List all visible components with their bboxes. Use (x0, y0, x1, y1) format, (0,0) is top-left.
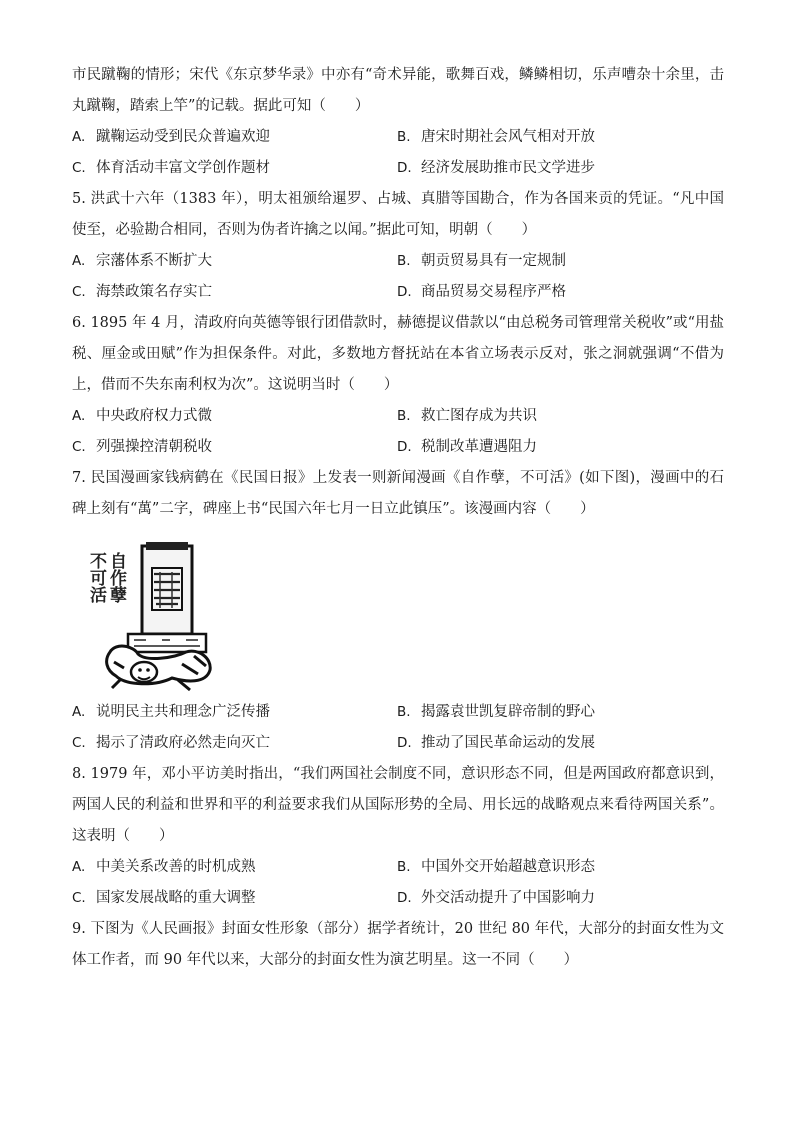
option-7d[interactable]: D. 推动了国民革命运动的发展 (397, 735, 595, 751)
question-6-stem: 6. 1895 年 4 月，清政府向英德等银行团借款时，赫德提议借款以“由总税务司管理常关税收”或“用盐税、厘金或田赋”作为担保条件。对此，多数地方督抚站在本省立场表示反对，张之洞就强调“不借为上，借而不失东南利权为次”。这说明当时（ ） (72, 315, 724, 393)
cartoon-image (86, 534, 226, 694)
cartoon-caption-right: 自作孽 (106, 552, 126, 603)
option-8a[interactable]: A. 中美关系改善的时机成熟 (72, 859, 256, 875)
question-8-stem: 8. 1979 年，邓小平访美时指出，“我们两国社会制度不同，意识形态不同，但是两国政府都意识到，两国人民的利益和世界和平的利益要求我们从国际形势的全局、用长远的战略观点来看待两国关系”。这表明（ ） (72, 766, 724, 844)
option-4a[interactable]: A. 蹴鞠运动受到民众普遍欢迎 (72, 129, 270, 145)
option-5b[interactable]: B. 朝贡贸易具有一定规制 (397, 253, 566, 269)
option-6c[interactable]: C. 列强操控清朝税收 (72, 439, 212, 455)
question-7-stem: 7. 民国漫画家钱病鹤在《民国日报》上发表一则新闻漫画《自作孽，不可活》(如下图)，漫画中的石碑上刻有“萬”二字，碑座上书“民国六年七月一日立此镇压”。该漫画内容（ ） (72, 470, 724, 517)
question-8-options (72, 852, 724, 914)
question-5-options (72, 246, 724, 308)
question-4-stem: 市民蹴鞠的情形；宋代《东京梦华录》中亦有“奇术异能，歌舞百戏，鳞鳞相切，乐声嘈杂十余里，击丸蹴鞠，踏索上竿”的记载。据此可知（ ） (72, 67, 724, 114)
option-7c[interactable]: C. 揭示了清政府必然走向灭亡 (72, 735, 270, 751)
cartoon-caption-left: 不可活 (86, 552, 106, 603)
option-8c[interactable]: C. 国家发展战略的重大调整 (72, 890, 256, 906)
option-6a[interactable]: A. 中央政府权力式微 (72, 408, 212, 424)
option-5a[interactable]: A. 宗藩体系不断扩大 (72, 253, 212, 269)
option-5d[interactable]: D. 商品贸易交易程序严格 (397, 284, 566, 300)
option-4d[interactable]: D. 经济发展助推市民文学进步 (397, 160, 595, 176)
option-4b[interactable]: B. 唐宋时期社会风气相对开放 (397, 129, 595, 145)
option-7a[interactable]: A. 说明民主共和理念广泛传播 (72, 704, 270, 720)
option-6d[interactable]: D. 税制改革遭遇阻力 (397, 439, 537, 455)
question-4-options (72, 122, 724, 184)
question-9-stem: 9. 下图为《人民画报》封面女性形象（部分）据学者统计，20 世纪 80 年代，大部分的封面女性为文体工作者，而 90 年代以来，大部分的封面女性为演艺明星。这一不同（ ） (72, 921, 724, 968)
option-4c[interactable]: C. 体育活动丰富文学创作题材 (72, 160, 270, 176)
stone-tablet (128, 542, 206, 652)
option-8d[interactable]: D. 外交活动提升了中国影响力 (397, 890, 595, 906)
option-6b[interactable]: B. 救亡图存成为共识 (397, 408, 537, 424)
question-6-options (72, 401, 724, 463)
question-7-options (72, 697, 724, 759)
question-5-stem: 5. 洪武十六年（1383 年），明太祖颁给暹罗、占城、真腊等国勘合，作为各国来贡的凭证。“凡中国使至，必验勘合相同，否则为伪者许擒之以闻。”据此可知，明朝（ ） (72, 191, 724, 238)
option-8b[interactable]: B. 中国外交开始超越意识形态 (397, 859, 595, 875)
option-5c[interactable]: C. 海禁政策名存实亡 (72, 284, 212, 300)
option-7b[interactable]: B. 揭露袁世凯复辟帝制的野心 (397, 704, 595, 720)
